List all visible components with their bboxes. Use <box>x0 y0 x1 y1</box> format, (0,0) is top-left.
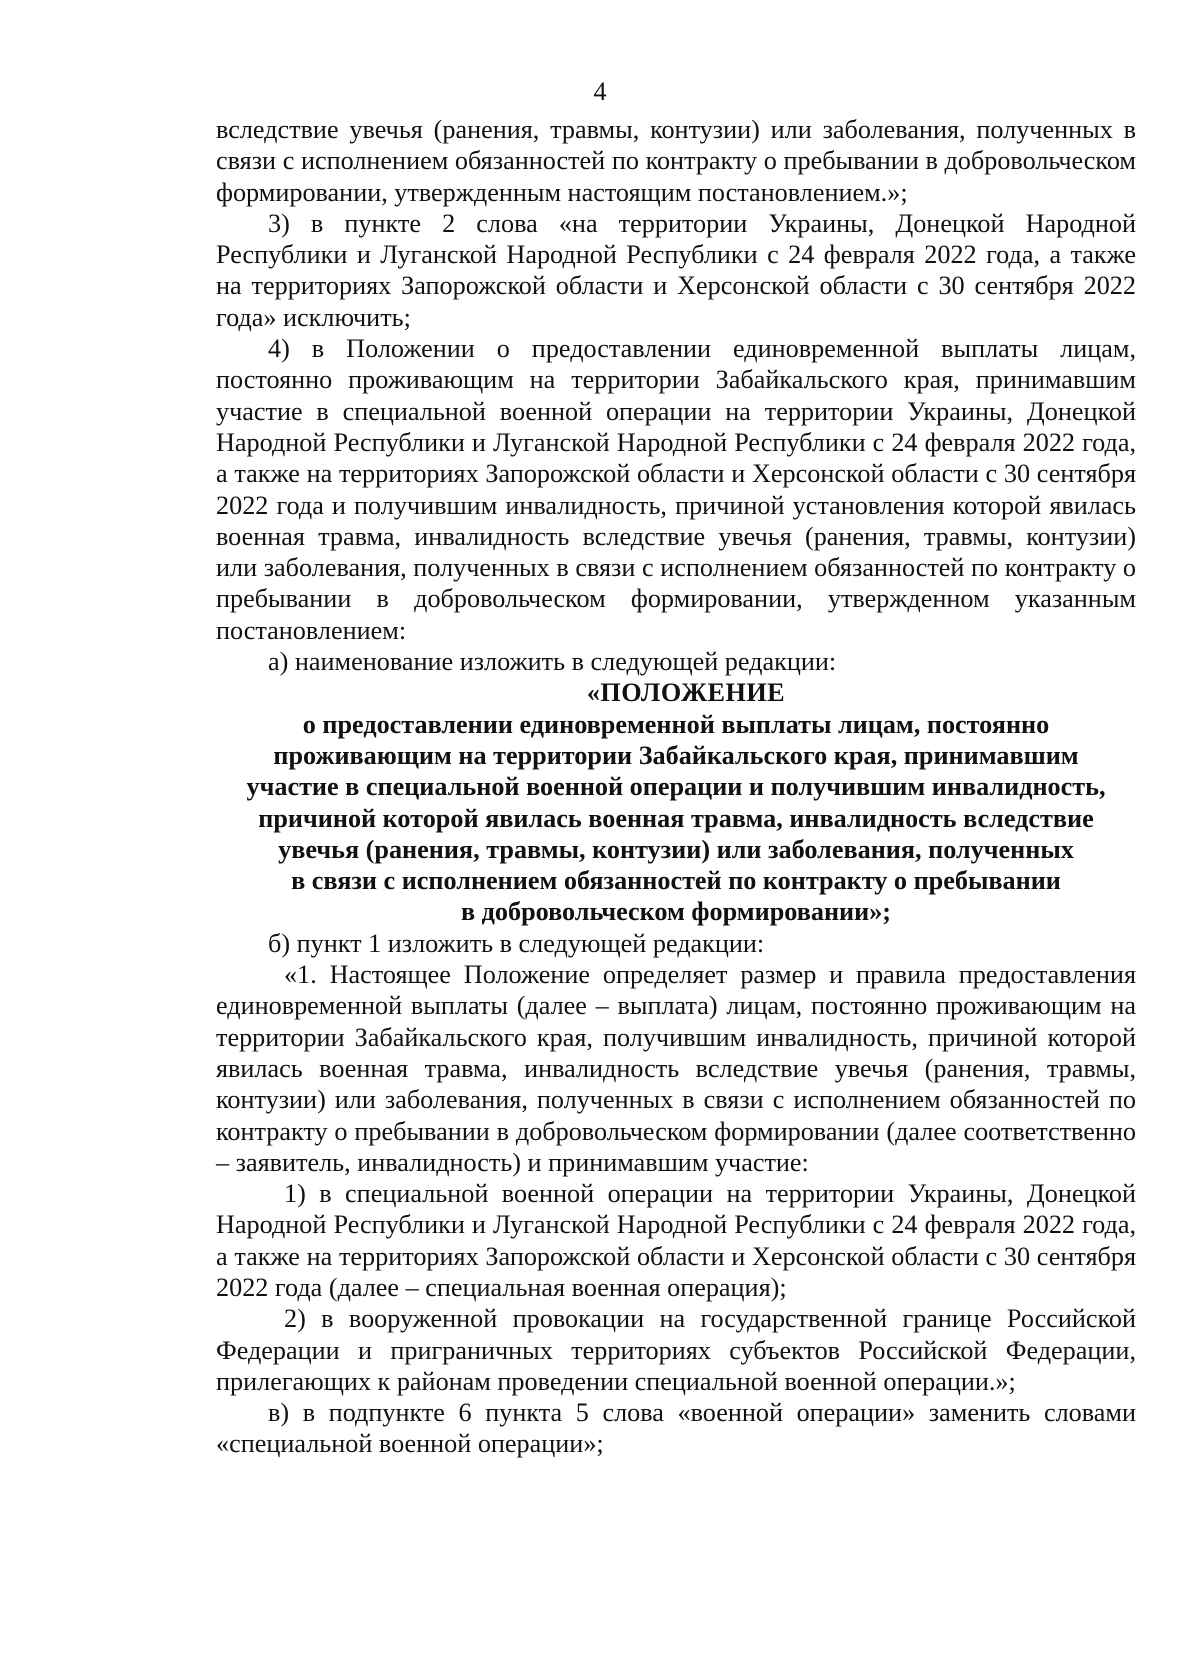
paragraph-clause-1: «1. Настоящее Положение определяет размер и правила предоставления единовременной выплаты (далее – выплата) лицам, постоянно проживающим на территории Забайкальского края, получившим инвалидность, причиной которой явилась военная травма, инвалидность вследствие увечья (ранения, травмы, контузии) или заболевания, полученных в связи с исполнением обязанностей по контракту о пребывании в добровольческом формировании (далее соответственно – заявитель, инвалидность) и принимавшим участие: <box>216 960 1136 1177</box>
paragraph-item-3: 3) в пункте 2 слова «на территории Украины, Донецкой Народной Республики и Луганской Народной Республики с 24 февраля 2022 года, а также на территориях Запорожской области и Херсонской области с 30 сентября 2022 года» исключить; <box>216 208 1136 332</box>
paragraph-subitem-1: 1) в специальной военной операции на территории Украины, Донецкой Народной Республики и Луганской Народной Республики с 24 февраля 2022 года, а также на территориях Запорожской области и Херсонской области с 30 сентября 2022 года (далее – специальная военная операция); <box>216 1179 1136 1302</box>
regulation-heading-line: проживающим на территории Забайкальского края, принимавшим <box>273 740 1079 770</box>
regulation-heading-line: участие в специальной военной операции и получившим инвалидность, <box>246 772 1106 802</box>
paragraph-item-v: в) в подпункте 6 пункта 5 слова «военной операции» заменить словами «специальной военной операции»; <box>216 1398 1136 1459</box>
paragraph-item-a: а) наименование изложить в следующей редакции: <box>268 647 837 677</box>
regulation-heading-line: увечья (ранения, травмы, контузии) или заболевания, полученных <box>278 834 1074 864</box>
regulation-heading <box>216 677 1136 927</box>
regulation-heading-line: в связи с исполнением обязанностей по контракту о пребывании <box>291 866 1061 896</box>
page-number: 4 <box>593 77 607 106</box>
paragraph-item-4: 4) в Положении о предоставлении единовременной выплаты лицам, постоянно проживающим на территории Забайкальского края, принимавшим участие в специальной военной операции на территории Украины, Донецкой Народной Республики и Луганской Народной Республики с 24 февраля 2022 года, а также на территориях Запорожской области и Херсонской области с 30 сентября 2022 года и получившим инвалидность, причиной установления которой явилась военная травма, инвалидность вследствие увечья (ранения, травмы, контузии) или заболевания, полученных в связи с исполнением обязанностей по контракту о пребывании в добровольческом формировании, утвержденном указанным постановлением: <box>216 334 1136 645</box>
regulation-heading-line: о предоставлении единовременной выплаты лицам, постоянно <box>302 709 1050 739</box>
paragraph-continuation: вследствие увечья (ранения, травмы, контузии) или заболевания, полученных в связи с исполнением обязанностей по контракту о пребывании в добровольческом формировании, утвержденным настоящим постановлением.»; <box>216 115 1136 207</box>
paragraph-subitem-2: 2) в вооруженной провокации на государственной границе Российской Федерации и приграничных территориях субъектов Российской Федерации, прилегающих к районам проведении специальной военной операции.»; <box>216 1304 1136 1396</box>
regulation-heading-title: «ПОЛОЖЕНИЕ <box>586 678 786 708</box>
regulation-heading-line: причиной которой явилась военная травма, инвалидность вследствие <box>258 803 1094 833</box>
document-body <box>216 114 1136 1460</box>
paragraph-item-b: б) пункт 1 изложить в следующей редакции: <box>268 928 765 958</box>
regulation-heading-line: в добровольческом формировании»; <box>460 897 892 927</box>
